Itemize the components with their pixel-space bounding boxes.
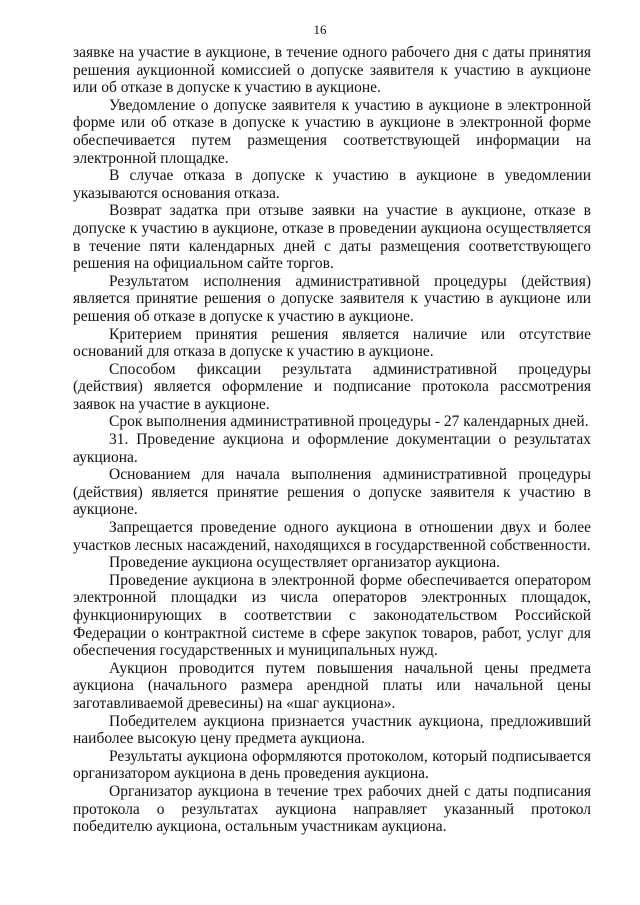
paragraph-electronic-form: Проведение аукциона в электронной форме обеспечивается оператором электронной площадки из числа операторов электронных площадок, функционирующих в соответствии с законодательством Российской Федерации о контрактной системе в сфере закупок товаров, работ, услуг для обеспечения государственных и муниципальных нужд. — [73, 571, 591, 660]
paragraph-notification: Уведомление о допуске заявителя к участию в аукционе в электронной форме или об отказе в допуске к участию в аукционе в электронной форме обеспечивается путем размещения соответствующей информации на электронной площадке. — [73, 96, 591, 167]
paragraph-price-increase: Аукцион проводится путем повышения начальной цены предмета аукциона (начального размера арендной платы или начальной цены заготавливаемой древесины) на «шаг аукциона». — [73, 659, 591, 712]
paragraph-protocol: Результаты аукциона оформляются протоколом, который подписывается организатором аукциона в день проведения аукциона. — [73, 747, 591, 783]
document-body — [73, 44, 591, 836]
paragraph-procedure-basis: Основанием для начала выполнения административной процедуры (действия) является принятие решения о допуске заявителя к участию в аукционе. — [73, 466, 591, 519]
paragraph-prohibition: Запрещается проведение одного аукциона в отношении двух и более участков лесных насаждений, находящихся в государственной собственности. — [73, 519, 591, 554]
paragraph-procedure-result: Результатом исполнения административной процедуры (действия) является принятие решения о допуске заявителя к участию в аукционе или решения об отказе в допуске к участию в аукционе. — [73, 272, 591, 325]
paragraph-continuation: заявке на участие в аукционе, в течение одного рабочего дня с даты принятия решения аукционной комиссией о допуске заявителя к участию в аукционе или об отказе в допуске к участию в аукционе. — [73, 44, 591, 97]
paragraph-organizer: Проведение аукциона осуществляет организатор аукциона. — [109, 554, 501, 572]
paragraph-deposit-return: Возврат задатка при отзыве заявки на участие в аукционе, отказе в допуске к участию в аукционе, отказе в проведении аукциона осуществляется в течение пяти календарных дней с даты размещения соответствующего решения на официальном сайте торгов. — [73, 202, 591, 273]
paragraph-decision-criterion: Критерием принятия решения является наличие или отсутствие оснований для отказа в допуске к участию в аукционе. — [73, 325, 591, 361]
paragraph-fixation-method: Способом фиксации результата административной процедуры (действия) является оформление и подписание протокола рассмотрения заявок на участие в аукционе. — [73, 360, 591, 413]
paragraph-winner: Победителем аукциона признается участник аукциона, предложивший наиболее высокую цену предмета аукциона. — [73, 712, 591, 748]
paragraph-protocol-delivery: Организатор аукциона в течение трех рабочих дней с даты подписания протокола о результатах аукциона направляет указанный протокол победителю аукциона, остальным участникам аукциона. — [73, 782, 591, 836]
paragraph-procedure-term: Срок выполнения административной процедуры - 27 календарных дней. — [109, 413, 589, 431]
paragraph-refusal-reasons: В случае отказа в допуске к участию в аукционе в уведомлении указываются основания отказа. — [73, 167, 591, 202]
page-number: 16 — [313, 22, 327, 37]
section-heading-31: 31. Проведение аукциона и оформление документации о результатах аукциона. — [73, 431, 591, 466]
